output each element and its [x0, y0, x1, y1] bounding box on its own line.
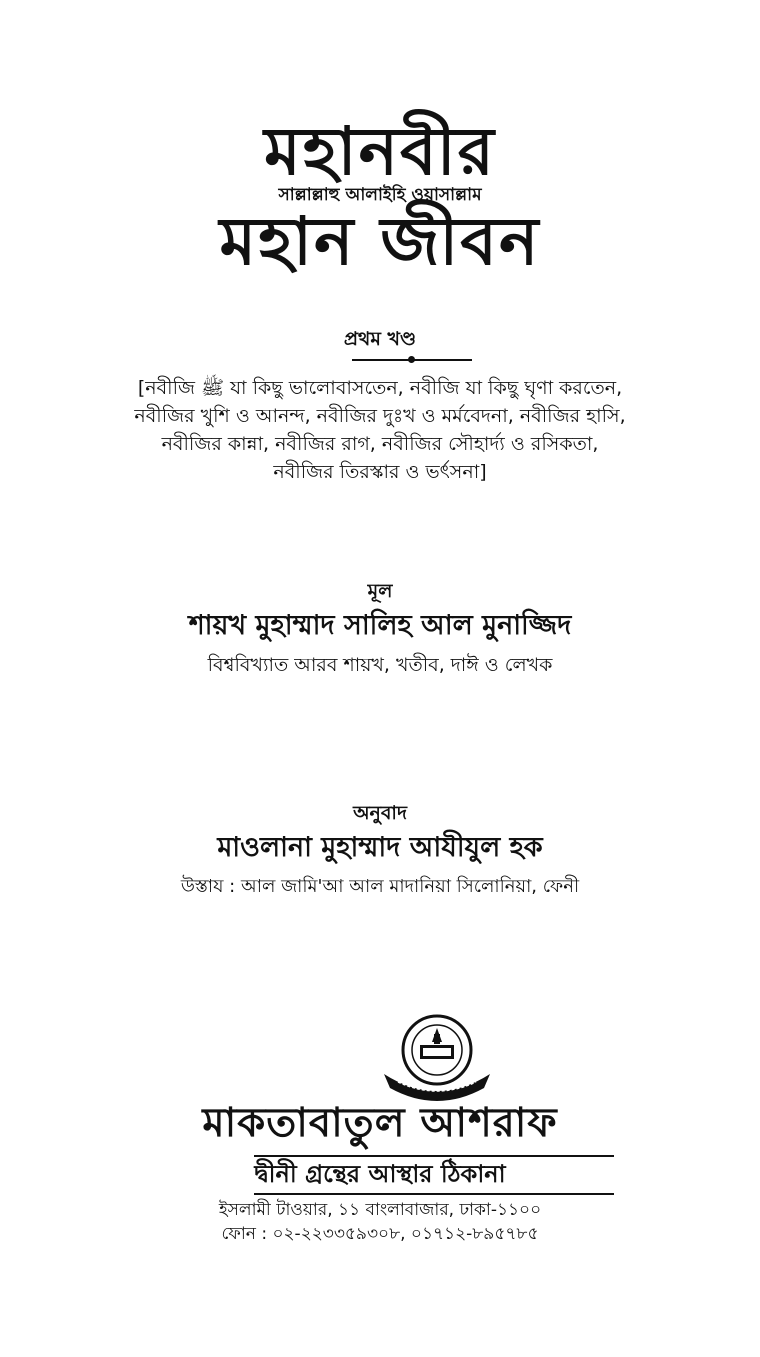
topics-line: [নবীজি ﷺ যা কিছু ভালোবাসতেন, নবীজি যা কিছু ঘৃণা করতেন, [137, 377, 623, 399]
book-title-line2: মহান জীবন [219, 203, 541, 280]
publisher-seal-icon [376, 1012, 498, 1102]
author-description: বিশ্ববিখ্যাত আরব শায়খ, খতীব, দাঈ ও লেখক [207, 654, 553, 676]
publisher-divider-bottom [254, 1193, 614, 1195]
publisher-divider-top [254, 1155, 614, 1157]
publisher-phone: ফোন : ০২-২২৩৩৫৯৩০৮, ০১৭১২-৮৯৫৭৮৫ [221, 1224, 539, 1244]
translation-label: অনুবাদ [353, 802, 407, 824]
book-title-line1: মহানবীর [264, 113, 496, 190]
topics-list [0, 374, 760, 486]
translator-name: মাওলানা মুহাম্মাদ আযীযুল হক [217, 832, 543, 863]
author-name: শায়খ মুহাম্মাদ সালিহ আল মুনাজ্জিদ [188, 610, 572, 641]
topics-line: নবীজির কান্না, নবীজির রাগ, নবীজির সৌহার্দ্য ও রসিকতা, [161, 433, 599, 455]
salutation: সাল্লাল্লাহু আলাইহি ওয়াসাল্লাম [278, 185, 482, 205]
translator-description: উস্তায : আল জামি'আ আল মাদানিয়া সিলোনিয়া, ফেনী [180, 876, 580, 897]
publisher-tagline: দ্বীনী গ্রন্থের আস্থার ঠিকানা [254, 1160, 506, 1188]
topics-line: নবীজির খুশি ও আনন্দ, নবীজির দুঃখ ও মর্মবেদনা, নবীজির হাসি, [134, 405, 626, 427]
volume-label: প্রথম খণ্ড [343, 328, 417, 350]
original-label: মূল [367, 580, 393, 602]
publisher-address: ইসলামী টাওয়ার, ১১ বাংলাবাজার, ঢাকা-১১০০ [218, 1200, 542, 1220]
volume-underline-dot [408, 356, 415, 363]
publisher-name: মাকতাবাতুল আশরাফ [202, 1100, 558, 1146]
topics-line: নবীজির তিরস্কার ও ভর্ৎসনা] [273, 461, 487, 483]
